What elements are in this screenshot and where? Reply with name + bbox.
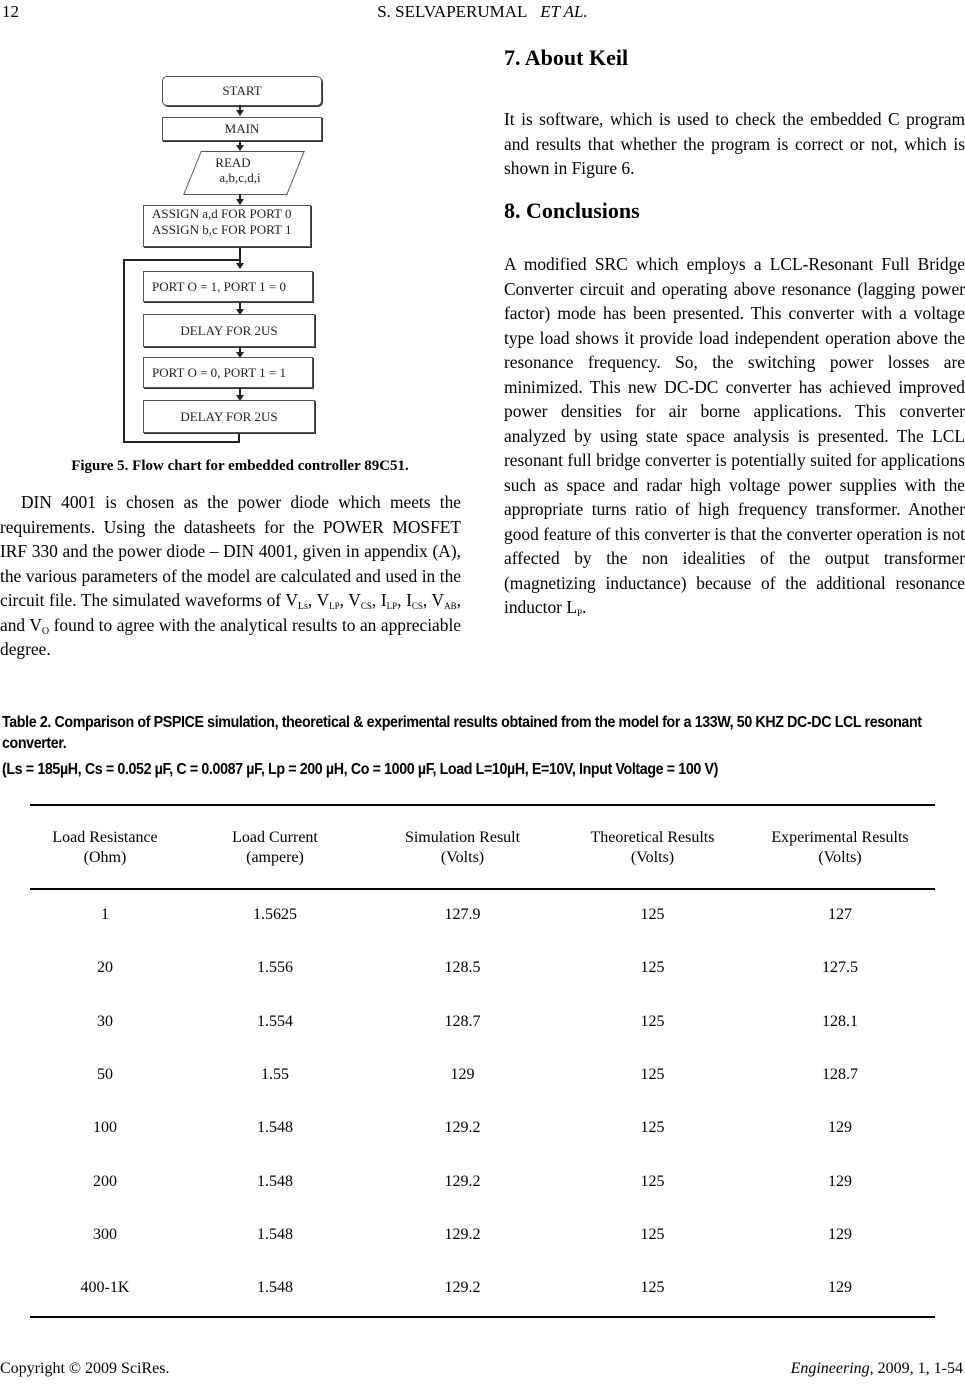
table-cell: 125 [640, 1279, 665, 1297]
page-footer [0, 1360, 965, 1382]
flow-step-delay-1: DELAY FOR 2US [143, 314, 315, 347]
table-cell: 400-1K [80, 1279, 130, 1297]
table-cell: 129 [828, 1279, 852, 1297]
table-cell: 128.7 [822, 1065, 858, 1083]
table-cell: 125 [640, 1172, 665, 1190]
symbol-ilp: $I_{LP}$ [380, 590, 398, 611]
table-cell: 129.2 [444, 1279, 481, 1297]
col-header-load-resistance: Load Resistance (Ohm) [52, 829, 158, 866]
left-paragraph: DIN 4001 is chosen as the power diode which meets the requirements. Using the datasheets for the POWER MOSFET IRF 330 and the power diode – DIN 4001, given in appendix (A), the various parameters of the model are calculated and used in the circuit file. The simulated waveforms of $V_{Ls}$, $V_{LP}$, $V_{CS}$, $I_{LP}$, $I_{CS}$, $V_{AB}$, and $V_O$ found to agree with the analytical results to an appreciable degree. [0, 492, 461, 659]
read-vars: a,b,c,d,i [219, 170, 261, 185]
flowchart-figure-5 [110, 60, 350, 450]
table-cell: 1.548 [257, 1279, 293, 1297]
arrow-down-icon [236, 110, 244, 116]
col-header-theoretical: Theoretical Results (Volts) [590, 829, 715, 866]
table-cell: 127.5 [822, 959, 858, 977]
table-cell: 100 [93, 1119, 117, 1137]
col-header-load-current: Load Current (ampere) [232, 829, 318, 866]
table-cell: 128.1 [822, 1012, 858, 1030]
table-cell: 129 [828, 1225, 852, 1243]
symbol-vo: $V_O$ [29, 614, 50, 637]
citation [791, 1360, 963, 1378]
symbol-vcs: $V_{CS}$ [348, 590, 372, 611]
table-cell: 129 [828, 1119, 852, 1137]
symbol-vls: $V_{Ls}$ [285, 590, 308, 612]
col-header-simulation: Simulation Result (Volts) [404, 829, 521, 866]
symbol-vab: $V_{AB}$ [431, 590, 457, 611]
table-cell: 1.55 [261, 1065, 289, 1083]
table-cell: 200 [93, 1172, 117, 1190]
and-word: and [0, 614, 26, 635]
flow-start-node: START [162, 76, 322, 106]
loop-line-top [123, 259, 240, 261]
flow-read-label [190, 155, 290, 185]
section-7-body: It is software, which is used to check the embedded C program and results that whether the program is correct or not, which is shown in Figure 6. [504, 109, 965, 178]
table-cell: 20 [97, 959, 113, 977]
copyright: Copyright © 2009 SciRes. [0, 1360, 170, 1377]
section-7-heading: 7. About Keil [504, 45, 629, 70]
table-cell: 125 [640, 959, 665, 977]
table-cell: 50 [97, 1065, 113, 1083]
table-cell: 125 [640, 1225, 665, 1243]
flow-assign-node [143, 205, 311, 247]
et-al: ET AL. [540, 2, 588, 21]
col-header-experimental: Experimental Results (Volts) [771, 829, 909, 866]
flow-step-port-low: PORT O = 0, PORT 1 = 1 [143, 357, 313, 388]
citation-details: , 2009, 1, 1-54 [869, 1360, 963, 1377]
running-head [0, 2, 965, 26]
table-cell: 127.9 [444, 906, 481, 923]
paragraph-tail: found to agree with the analytical results to an appreciable degree. [0, 614, 461, 659]
table-top-rule [30, 804, 935, 806]
symbol-vlp: $V_{LP}$ [316, 590, 340, 611]
flow-step-port-high: PORT O = 1, PORT 1 = 0 [143, 271, 313, 302]
table-cell: 127 [828, 906, 852, 923]
table-cell: 1.548 [257, 1172, 293, 1190]
conclusions-text: A modified SRC which employs a LCL-Resonant Full Bridge Converter circuit and operating above resonance (lagging power factor) mode has been presented. This converter with a voltage type load shows it provide load independent operation above the resonance frequency. So, the switching power losses are minimized. This new DC-DC converter has achieved improved power densities for air borne applications. This converter analyzed by using state space analysis is presented. The LCL resonant full bridge converter is potentially suited for applications such as space and radar high voltage power supplies with the appropriate turns ratio of high frequency transformer. Another good feature of this converter is that the converter operation is not affected by the non idealities of the output transformer (magnetizing inductance) because of the additional resonance inductor [504, 254, 965, 617]
symbol-lp: $L_P$ [566, 597, 582, 618]
table-cell: 128.5 [444, 959, 481, 977]
table-cell: 1.554 [257, 1012, 293, 1030]
table-cell: 1.556 [257, 959, 293, 977]
table-cell: 125 [640, 1065, 665, 1083]
table-cell: 125 [640, 1119, 665, 1137]
table-caption: Table 2. Comparison of PSPICE simulation, theoretical & experimental results obtained from the model for a 133W, 50 KHZ DC-DC LCL resonant converter. [2, 714, 922, 752]
table-cell: 129 [828, 1172, 852, 1190]
table-cell: 125 [640, 906, 665, 923]
table-cell: 129 [450, 1065, 475, 1083]
symbol-ics: $I_{CS}$ [406, 590, 423, 611]
table-cell: 1.548 [257, 1119, 293, 1137]
section-8-heading: 8. Conclusions [504, 198, 640, 223]
loop-line-left [123, 259, 125, 443]
assign-line-1: ASSIGN a,d FOR PORT 0 [152, 206, 292, 221]
table-cell: 300 [93, 1225, 117, 1243]
paragraph-text: DIN 4001 is chosen as the power diode which meets the requirements. Using the datasheets for the POWER MOSFET IRF 330 and the power diode – DIN 4001, given in appendix (A), the various parameters of the model are calculated and used in the circuit file. The simulated waveforms of [0, 492, 461, 610]
table-cell: 1.5625 [253, 906, 297, 923]
section-8-body: A modified SRC which employs a LCL-Resonant Full Bridge Converter circuit and operating above resonance (lagging power factor) mode has been presented. This converter with a voltage type load shows it provide load independent operation above the resonance frequency. So, the switching power losses are minimized. This new DC-DC converter has achieved improved power densities for air borne applications. This converter analyzed by using state space analysis is presented. The LCL resonant full bridge converter is potentially suited for applications such as space and radar high voltage power supplies with the appropriate turns ratio of high frequency transformer. Another good feature of this converter is that the converter operation is not affected by the non idealities of the output transformer (magnetizing inductance) because of the additional resonance inductor $L_P$. [504, 254, 965, 618]
table-cell: 129.2 [444, 1225, 481, 1243]
table-cell: 1.548 [257, 1225, 293, 1243]
table-cell: 129.2 [444, 1172, 481, 1190]
flow-step-delay-2: DELAY FOR 2US [143, 400, 315, 433]
author-name: S. SELVAPERUMAL [377, 2, 528, 21]
flow-main-node: MAIN [162, 117, 322, 141]
read-title: READ [215, 155, 251, 170]
table-cell: 128.7 [444, 1012, 481, 1030]
table-header-rule [30, 888, 935, 890]
page-number: 12 [2, 2, 19, 21]
loop-line-bottom [123, 441, 240, 443]
table-cell: 125 [640, 1012, 665, 1030]
table-bottom-rule [30, 1316, 935, 1318]
table-cell: 1 [101, 906, 109, 923]
figure-caption: Figure 5. Flow chart for embedded controller 89C51. [71, 458, 409, 474]
table-parameters: (Ls = 185µH, Cs = 0.052 µF, C = 0.0087 µF, Lp = 200 µH, Co = 1000 µF, Load L=10µH, E=10V, Input Voltage = 100 V) [2, 761, 718, 778]
running-head-authors [0, 2, 965, 22]
journal-name: Engineering [790, 1360, 870, 1377]
table-cell: 30 [97, 1012, 113, 1030]
table-cell: 129.2 [444, 1119, 481, 1137]
assign-line-2: ASSIGN b,c FOR PORT 1 [152, 222, 292, 237]
arrow-down-icon [236, 263, 244, 269]
